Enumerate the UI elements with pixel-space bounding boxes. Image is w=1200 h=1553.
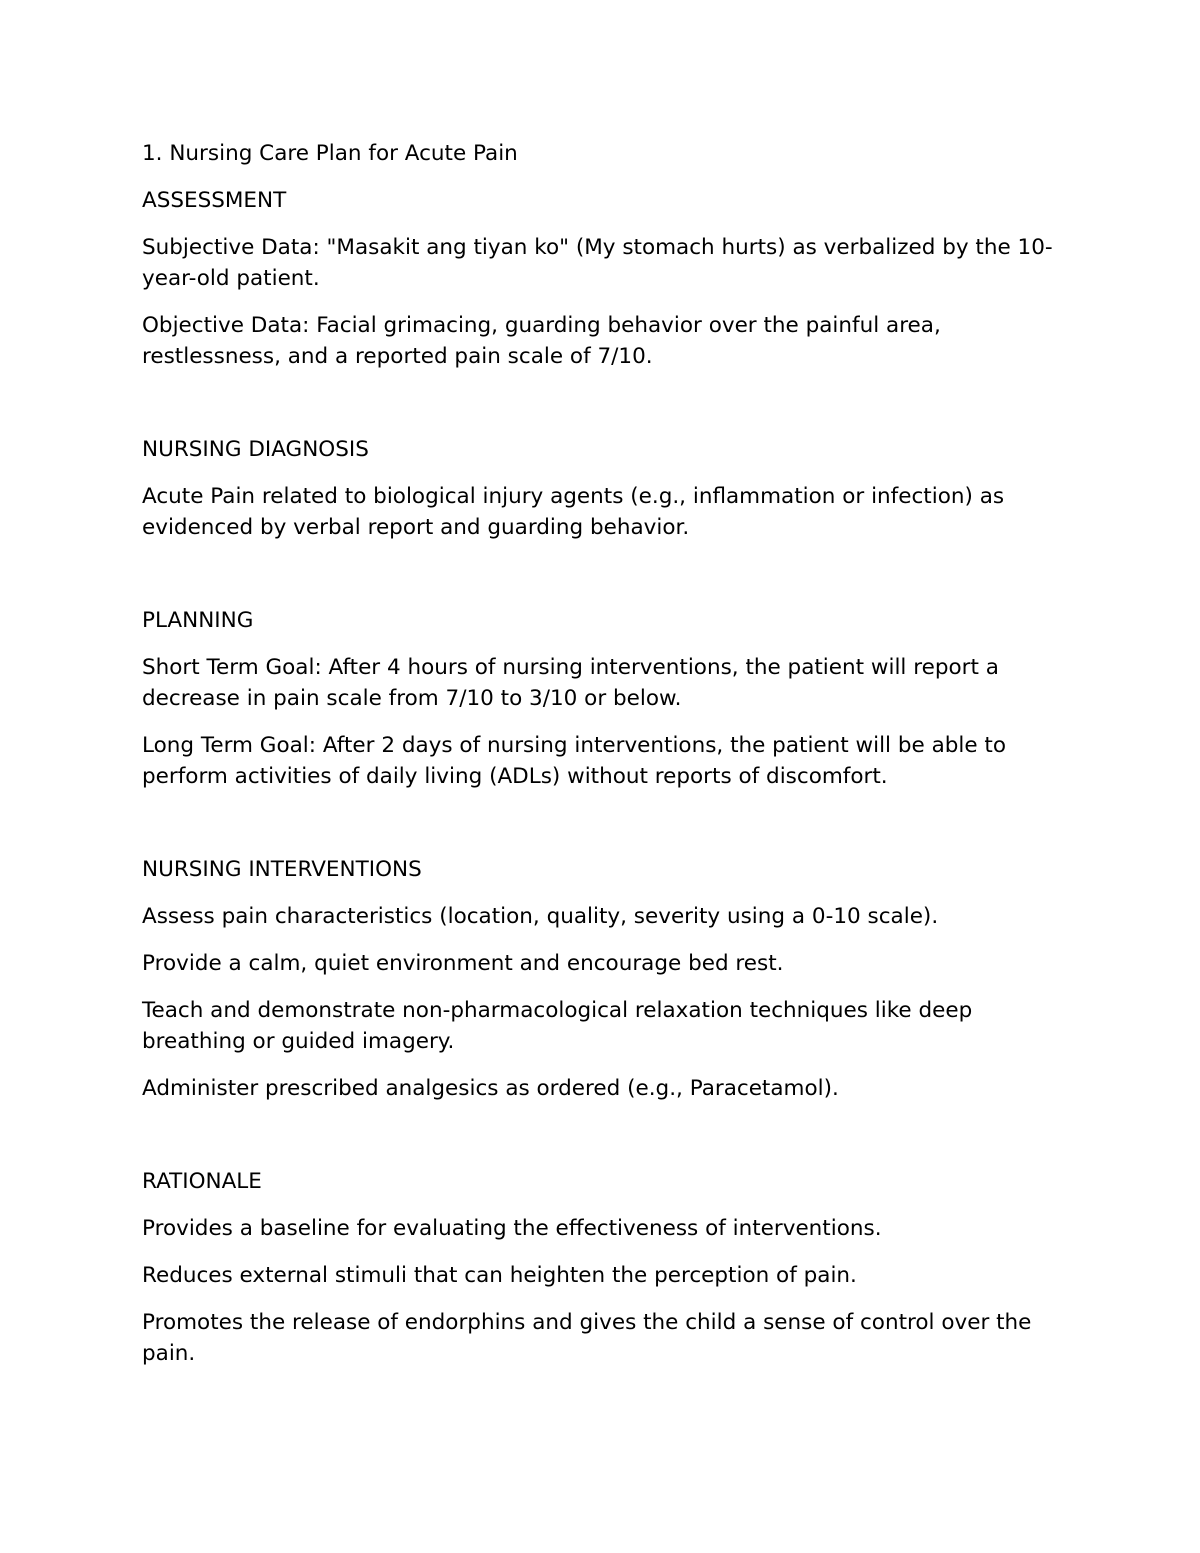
objective-data: Objective Data: Facial grimacing, guarding behavior over the painful area, restlessness, and a reported pain scale of 7/10. xyxy=(142,313,941,369)
planning-section xyxy=(142,605,1072,792)
rationale-item: Provides a baseline for evaluating the effectiveness of interventions. xyxy=(142,1216,882,1241)
rationale-item: Promotes the release of endorphins and gives the child a sense of control over the pain. xyxy=(142,1310,1032,1366)
document-title: 1. Nursing Care Plan for Acute Pain xyxy=(142,141,518,166)
intervention-item: Administer prescribed analgesics as ordered (e.g., Paracetamol). xyxy=(142,1076,839,1101)
assessment-section xyxy=(142,185,1072,372)
interventions-heading: NURSING INTERVENTIONS xyxy=(142,857,422,882)
planning-heading: PLANNING xyxy=(142,608,254,633)
section-spacer xyxy=(142,808,1072,854)
section-spacer xyxy=(142,388,1072,434)
rationale-section xyxy=(142,1166,1072,1369)
section-spacer xyxy=(142,1120,1072,1166)
section-spacer xyxy=(142,559,1072,605)
rationale-item: Reduces external stimuli that can heighten the perception of pain. xyxy=(142,1263,857,1288)
diagnosis-section xyxy=(142,434,1072,543)
diagnosis-text: Acute Pain related to biological injury agents (e.g., inflammation or infection) as evidenced by verbal report and guarding behavior. xyxy=(142,484,1005,540)
subjective-data: Subjective Data: "Masakit ang tiyan ko" (My stomach hurts) as verbalized by the 10-year-old patient. xyxy=(142,235,1053,291)
short-term-goal: Short Term Goal: After 4 hours of nursing interventions, the patient will report a decrease in pain scale from 7/10 to 3/10 or below. xyxy=(142,655,999,711)
diagnosis-heading: NURSING DIAGNOSIS xyxy=(142,437,369,462)
intervention-item: Provide a calm, quiet environment and encourage bed rest. xyxy=(142,951,784,976)
long-term-goal: Long Term Goal: After 2 days of nursing interventions, the patient will be able to perform activities of daily living (ADLs) without reports of discomfort. xyxy=(142,733,1007,789)
assessment-heading: ASSESSMENT xyxy=(142,188,287,213)
rationale-heading: RATIONALE xyxy=(142,1169,262,1194)
intervention-item: Assess pain characteristics (location, quality, severity using a 0-10 scale). xyxy=(142,904,939,929)
intervention-item: Teach and demonstrate non-pharmacological relaxation techniques like deep breathing or guided imagery. xyxy=(142,998,973,1054)
interventions-section xyxy=(142,854,1072,1104)
document-page xyxy=(142,138,1072,1385)
